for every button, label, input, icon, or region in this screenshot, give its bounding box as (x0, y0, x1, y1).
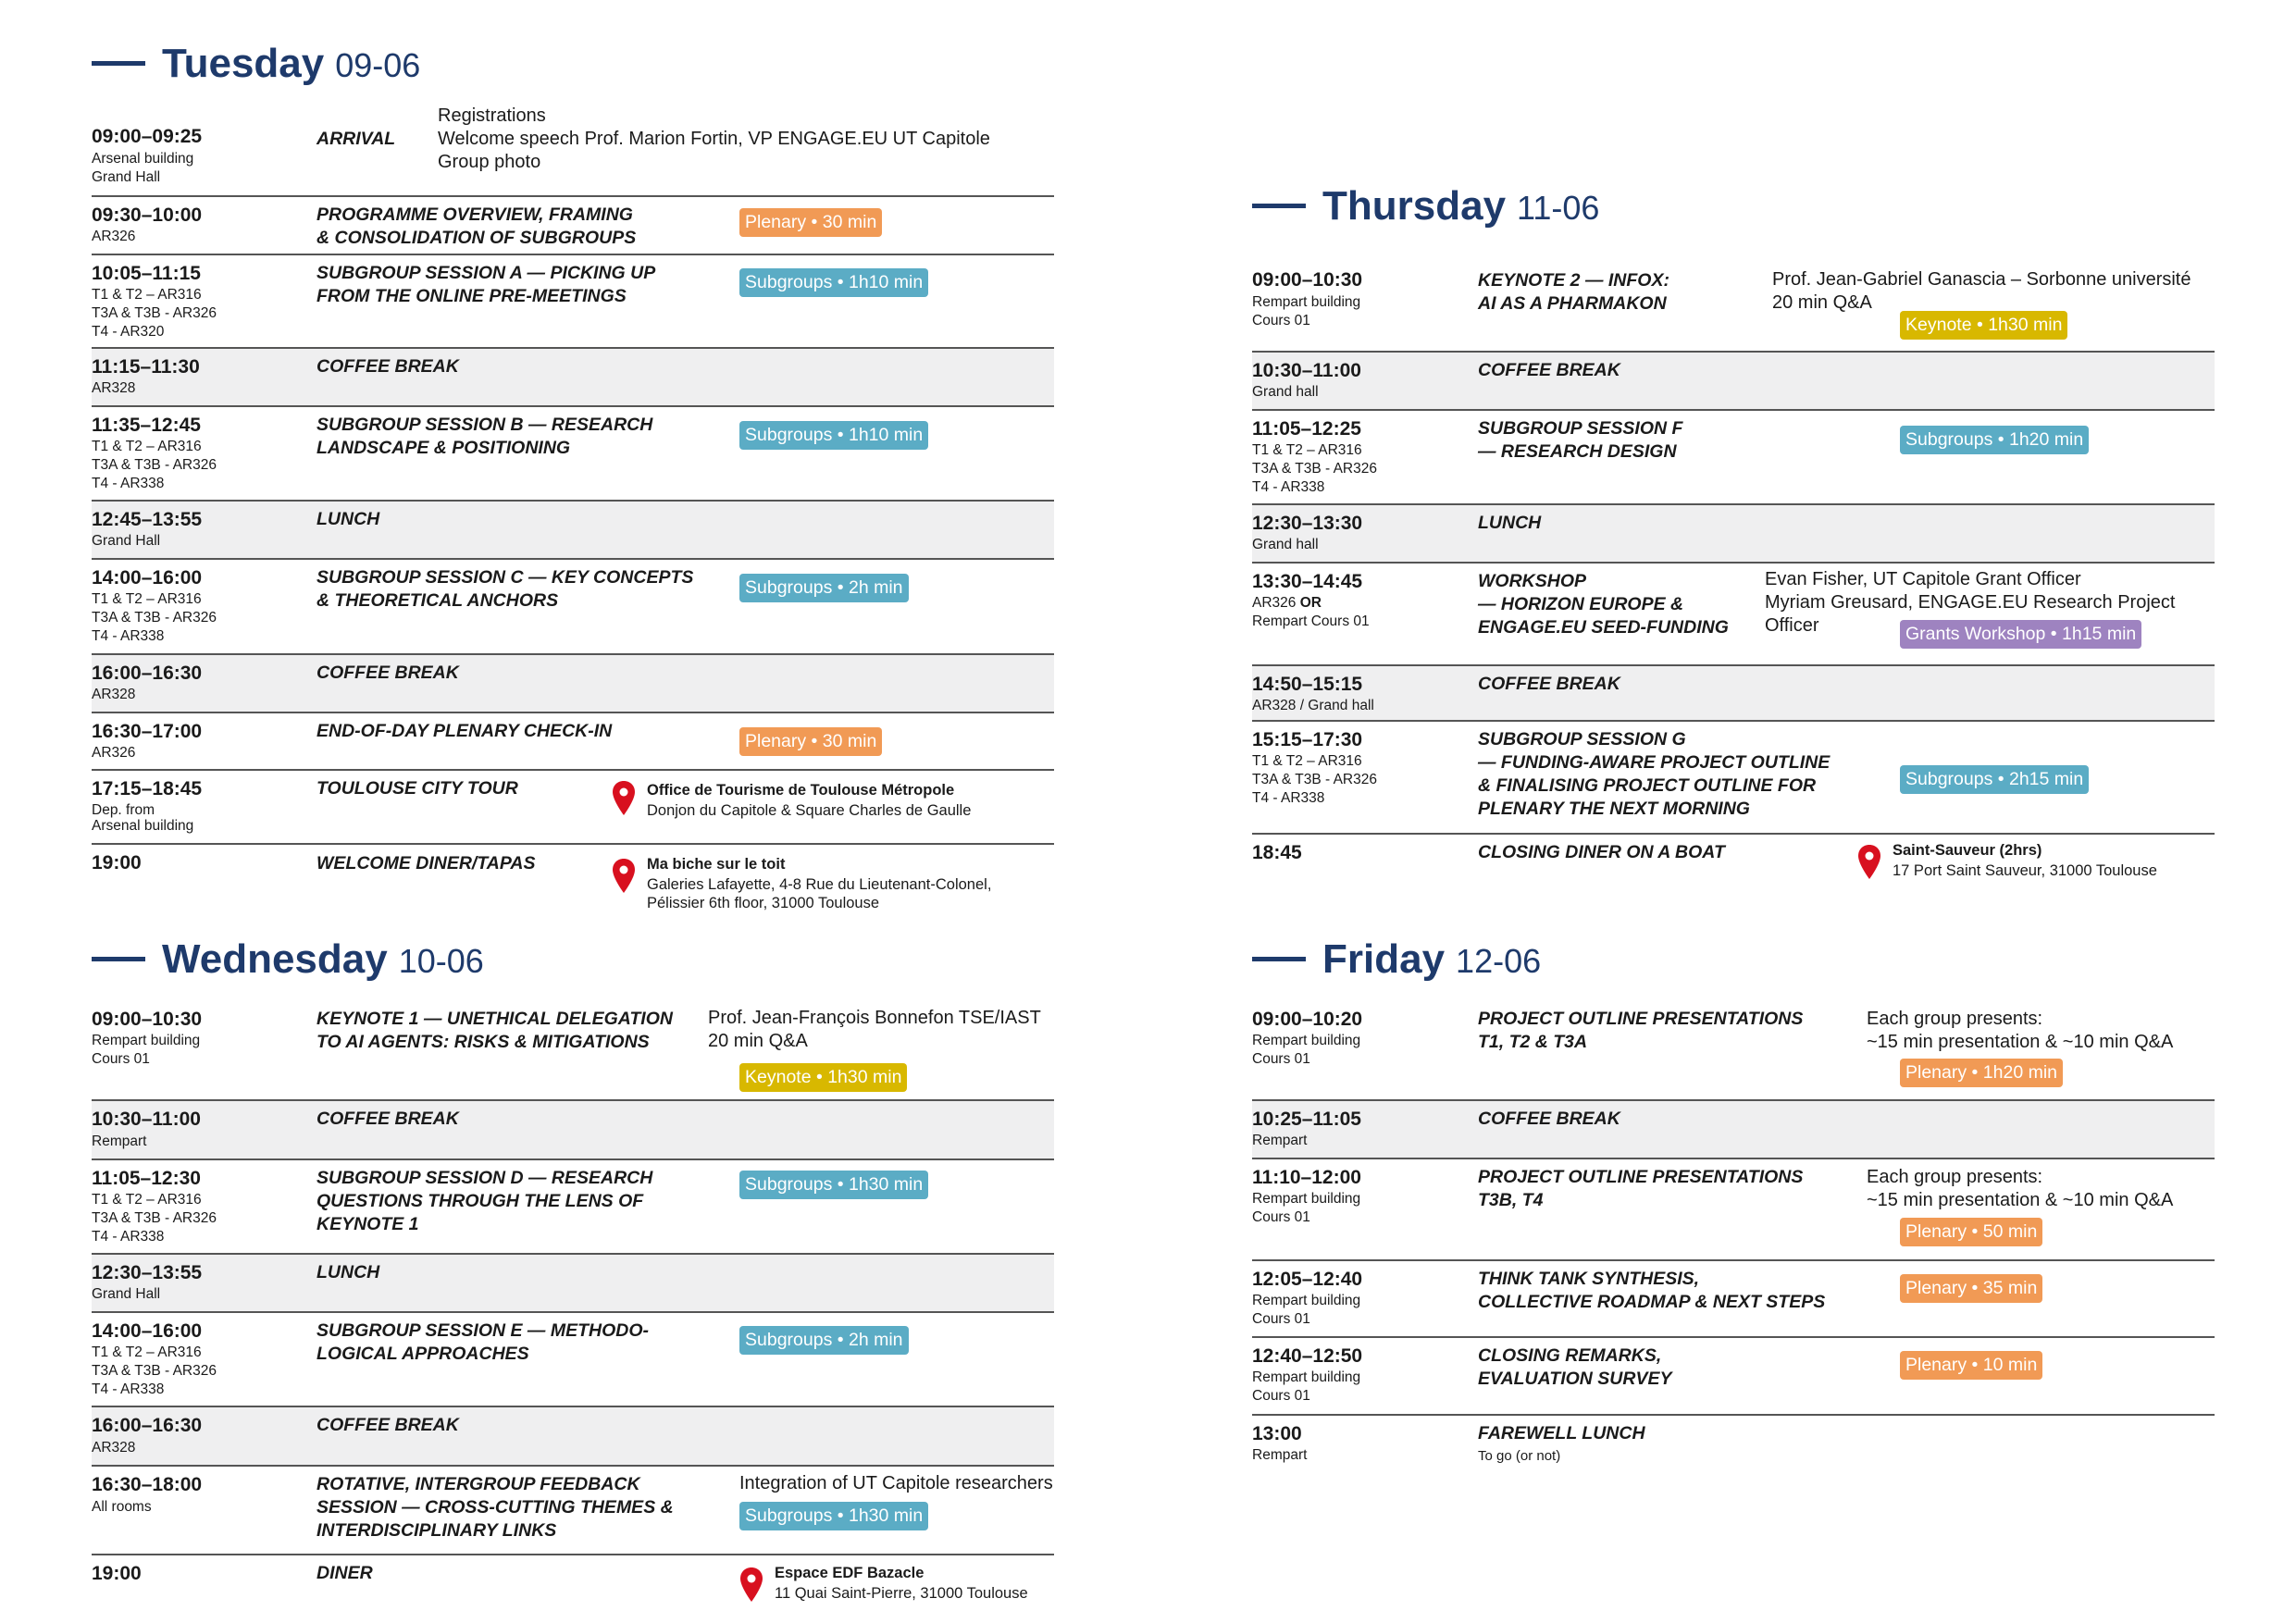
subgroups-badge: Subgroups • 2h15 min (1900, 765, 2089, 794)
time: 17:15–18:45 (92, 778, 203, 799)
time: 12:40–12:50 (1252, 1345, 1363, 1367)
location: AR326 (92, 229, 136, 244)
session-title: COFFEE BREAK (316, 663, 459, 683)
venue-name: Saint-Sauveur (2hrs) (1893, 842, 2042, 859)
time: 12:30–13:30 (1252, 513, 1363, 534)
subgroups-badge: Subgroups • 1h30 min (739, 1502, 928, 1530)
plenary-badge: Plenary • 30 min (739, 208, 882, 237)
time: 12:45–13:55 (92, 509, 203, 530)
location: T1 & T2 – AR316 T3A & T3B - AR326 T4 - AR338 (1252, 753, 1377, 806)
time: 09:00–10:30 (1252, 269, 1363, 291)
time: 13:00 (1252, 1423, 1302, 1444)
session-title: PROJECT OUTLINE PRESENTATIONS T3B, T4 (1478, 1167, 1804, 1210)
plenary-badge: Plenary • 10 min (1900, 1351, 2042, 1380)
table-row (92, 1313, 1054, 1407)
table-row (92, 1467, 1054, 1555)
session-title: SUBGROUP SESSION F — RESEARCH DESIGN (1478, 418, 1683, 462)
time: 19:00 (92, 852, 142, 873)
location: Grand hall (1252, 384, 1319, 400)
session-title: SUBGROUP SESSION B — RESEARCH LANDSCAPE & POSITIONING (316, 415, 653, 458)
location: Rempart building Cours 01 (1252, 1033, 1361, 1067)
session-title: CLOSING REMARKS, EVALUATION SURVEY (1478, 1345, 1672, 1389)
location-alt: Rempart Cours 01 (1252, 613, 1370, 629)
table-row (92, 197, 1054, 255)
table-row (1252, 1101, 2215, 1159)
location-room: AR326 (1252, 595, 1300, 611)
day-date: 12-06 (1456, 942, 1542, 980)
keynote-badge: Keynote • 1h30 min (739, 1063, 907, 1092)
time: 11:35–12:45 (92, 415, 201, 436)
session-info: Prof. Jean-Gabriel Ganascia – Sorbonne université 20 min Q&A (1772, 269, 2191, 313)
session-title: ARRIVAL (316, 129, 396, 149)
location: Rempart (92, 1134, 147, 1149)
location: Rempart (1252, 1447, 1308, 1463)
session-title: KEYNOTE 2 — INFOX: AI AS A PHARMAKON (1478, 270, 1669, 314)
tuesday-section (92, 0, 1054, 925)
table-row (1252, 505, 2215, 564)
location: T1 & T2 – AR316 T3A & T3B - AR326 T4 - AR338 (1252, 442, 1377, 495)
location: T1 & T2 – AR316 T3A & T3B - AR326 T4 - AR338 (92, 439, 217, 491)
table-row (92, 845, 1054, 917)
day-name: Tuesday (162, 41, 325, 86)
time: 12:30–13:55 (92, 1262, 203, 1283)
subgroups-badge: Subgroups • 1h30 min (739, 1171, 928, 1199)
thursday-heading (1252, 183, 1599, 229)
location (1252, 594, 1370, 631)
table-row (1252, 1416, 2215, 1471)
table-row (1252, 722, 2215, 835)
location-or: OR (1299, 595, 1322, 611)
session-title: SUBGROUP SESSION C — KEY CONCEPTS & THEORETICAL ANCHORS (316, 567, 694, 611)
venue-name: Ma biche sur le toit (647, 856, 786, 873)
session-title: SUBGROUP SESSION G — FUNDING-AWARE PROJECT OUTLINE & FINALISING PROJECT OUTLINE FOR PLENARY THE NEXT MORNING (1478, 729, 1831, 819)
venue-name: Office de Tourisme de Toulouse Métropole (647, 782, 955, 799)
table-row (92, 1160, 1054, 1255)
table-row (92, 1555, 1054, 1607)
session-info: Integration of UT Capitole researchers (739, 1473, 1053, 1493)
subgroups-badge: Subgroups • 1h10 min (739, 421, 928, 450)
plenary-badge: Plenary • 30 min (739, 727, 882, 756)
location: Grand hall (1252, 537, 1319, 552)
time: 11:15–11:30 (92, 356, 200, 378)
table-row (92, 1101, 1054, 1160)
session-info: Each group presents: ~15 min presentation & ~10 min Q&A (1867, 1009, 2174, 1052)
time: 11:05–12:30 (92, 1168, 201, 1189)
location: Rempart building Cours 01 (1252, 1191, 1361, 1225)
time: 10:30–11:00 (1252, 360, 1361, 381)
heading-dash (1252, 204, 1306, 208)
table-row (92, 713, 1054, 771)
time: 09:00–10:30 (92, 1009, 203, 1030)
location: Rempart building Cours 01 (1252, 294, 1361, 328)
session-title: COFFEE BREAK (316, 356, 459, 377)
session-title: LUNCH (1478, 513, 1542, 533)
session-title: WELCOME DINER/TAPAS (316, 853, 536, 873)
time: 19:00 (92, 1563, 142, 1584)
time: 14:50–15:15 (1252, 674, 1363, 695)
location: Grand Hall (92, 1286, 161, 1302)
session-title: DINER (316, 1563, 373, 1583)
time: 10:30–11:00 (92, 1109, 201, 1130)
session-title: COFFEE BREAK (1478, 360, 1620, 380)
time: 14:00–16:00 (92, 1320, 203, 1342)
location: Rempart (1252, 1133, 1308, 1148)
time: 16:00–16:30 (92, 1415, 203, 1436)
wednesday-section (92, 925, 1054, 1610)
heading-dash (1252, 957, 1306, 961)
venue-address: 17 Port Saint Sauveur, 31000 Toulouse (1893, 862, 2157, 879)
table-row (1252, 1001, 2215, 1101)
session-title: CLOSING DINER ON A BOAT (1478, 842, 1725, 862)
table-row (92, 1001, 1054, 1101)
table-row (92, 1255, 1054, 1313)
heading-dash (92, 957, 145, 961)
day-name: Thursday (1322, 183, 1507, 229)
keynote-badge: Keynote • 1h30 min (1900, 311, 2067, 340)
day-date: 10-06 (398, 942, 484, 980)
venue-address: Galeries Lafayette, 4-8 Rue du Lieutenant-Colonel, Pélissier 6th floor, 31000 Toulouse (647, 876, 992, 911)
time: 18:45 (1252, 842, 1302, 863)
session-info: Registrations Welcome speech Prof. Marion Fortin, VP ENGAGE.EU UT Capitole Group photo (438, 105, 990, 172)
table-row (92, 102, 1054, 197)
map-pin-icon (611, 858, 637, 895)
table-row (92, 502, 1054, 560)
session-title: SUBGROUP SESSION D — RESEARCH QUESTIONS THROUGH THE LENS OF KEYNOTE 1 (316, 1168, 653, 1234)
subgroups-badge: Subgroups • 2h min (739, 1326, 909, 1355)
session-title: PROGRAMME OVERVIEW, FRAMING & CONSOLIDATION OF SUBGROUPS (316, 204, 637, 248)
location: AR328 (92, 1440, 136, 1456)
time: 12:05–12:40 (1252, 1269, 1363, 1290)
friday-heading (1252, 936, 1541, 983)
venue-address: 11 Quai Saint-Pierre, 31000 Toulouse (775, 1585, 1028, 1602)
location: Dep. from Arsenal building (92, 802, 194, 834)
time: 09:00–09:25 (92, 126, 203, 147)
subgroups-badge: Subgroups • 1h20 min (1900, 426, 2089, 454)
location: T1 & T2 – AR316 T3A & T3B - AR326 T4 - AR320 (92, 287, 217, 340)
day-name: Friday (1322, 936, 1446, 982)
session-title: PROJECT OUTLINE PRESENTATIONS T1, T2 & T3A (1478, 1009, 1804, 1052)
table-row (1252, 1159, 2215, 1261)
session-title: LUNCH (316, 509, 380, 529)
location: AR328 / Grand hall (1252, 698, 1374, 713)
map-pin-icon (738, 1567, 764, 1604)
session-note: To go (or not) (1478, 1448, 1561, 1464)
time: 14:00–16:00 (92, 567, 203, 588)
session-info: Each group presents: ~15 min presentation & ~10 min Q&A (1867, 1167, 2174, 1210)
location: AR328 (92, 687, 136, 702)
day-date: 11-06 (1517, 189, 1600, 227)
heading-dash (92, 61, 145, 66)
table-row (92, 655, 1054, 713)
time: 09:00–10:20 (1252, 1009, 1363, 1030)
time: 16:30–17:00 (92, 721, 203, 742)
session-title: KEYNOTE 1 — UNETHICAL DELEGATION TO AI AGENTS: RISKS & MITIGATIONS (316, 1009, 673, 1052)
subgroups-badge: Subgroups • 1h10 min (739, 268, 928, 297)
location: Arsenal building Grand Hall (92, 151, 194, 185)
session-title: THINK TANK SYNTHESIS, COLLECTIVE ROADMAP & NEXT STEPS (1478, 1269, 1826, 1312)
plenary-badge: Plenary • 35 min (1900, 1274, 2042, 1303)
table-row (1252, 1338, 2215, 1416)
tuesday-heading (92, 41, 420, 87)
session-title: FAREWELL LUNCH (1478, 1423, 1645, 1443)
table-row (92, 349, 1054, 407)
table-row (1252, 1261, 2215, 1338)
location: Rempart building Cours 01 (1252, 1369, 1361, 1404)
location: T1 & T2 – AR316 T3A & T3B - AR326 T4 - AR338 (92, 591, 217, 644)
session-title: LUNCH (316, 1262, 380, 1282)
location: Rempart building Cours 01 (1252, 1293, 1361, 1327)
table-row (1252, 564, 2215, 666)
session-title: WORKSHOP — HORIZON EUROPE & ENGAGE.EU SEED-FUNDING (1478, 571, 1729, 638)
location: Grand Hall (92, 533, 161, 549)
day-date: 09-06 (335, 46, 421, 84)
time: 11:05–12:25 (1252, 418, 1361, 440)
table-row (92, 560, 1054, 655)
time: 15:15–17:30 (1252, 729, 1363, 750)
session-info: Evan Fisher, UT Capitole Grant Officer Myriam Greusard, ENGAGE.EU Research Project Officer (1765, 569, 2176, 636)
time: 10:05–11:15 (92, 263, 201, 284)
time: 13:30–14:45 (1252, 571, 1363, 592)
thursday-section (1252, 0, 2215, 907)
session-title: TOULOUSE CITY TOUR (316, 778, 518, 799)
time: 10:25–11:05 (1252, 1109, 1361, 1130)
session-title: COFFEE BREAK (1478, 674, 1620, 694)
session-title: COFFEE BREAK (316, 1109, 459, 1129)
table-row (92, 255, 1054, 349)
venue-address: Donjon du Capitole & Square Charles de Gaulle (647, 802, 972, 819)
time: 16:00–16:30 (92, 663, 203, 684)
session-title: END-OF-DAY PLENARY CHECK-IN (316, 721, 613, 741)
table-row (92, 771, 1054, 845)
time: 16:30–18:00 (92, 1474, 203, 1495)
table-row (1252, 666, 2215, 722)
location: All rooms (92, 1499, 152, 1515)
plenary-badge: Plenary • 1h20 min (1900, 1059, 2063, 1087)
location: Rempart building Cours 01 (92, 1033, 201, 1067)
session-title: COFFEE BREAK (316, 1415, 459, 1435)
session-title: ROTATIVE, INTERGROUP FEEDBACK SESSION — CROSS-CUTTING THEMES & INTERDISCIPLINARY LINKS (316, 1474, 674, 1541)
friday-section (1252, 925, 2215, 1499)
table-row (1252, 835, 2215, 890)
wednesday-heading (92, 936, 484, 983)
time: 11:10–12:00 (1252, 1167, 1361, 1188)
table-row (92, 407, 1054, 502)
table-row (92, 1407, 1054, 1467)
table-row (1252, 411, 2215, 505)
location: AR328 (92, 380, 136, 396)
session-title: SUBGROUP SESSION A — PICKING UP FROM THE ONLINE PRE-MEETINGS (316, 263, 656, 306)
location: T1 & T2 – AR316 T3A & T3B - AR326 T4 - AR338 (92, 1344, 217, 1397)
grants-badge: Grants Workshop • 1h15 min (1900, 620, 2141, 649)
session-info: Prof. Jean-François Bonnefon TSE/IAST 20 min Q&A (708, 1008, 1041, 1051)
plenary-badge: Plenary • 50 min (1900, 1218, 2042, 1246)
session-title: SUBGROUP SESSION E — METHODO- LOGICAL APPROACHES (316, 1320, 649, 1364)
location: T1 & T2 – AR316 T3A & T3B - AR326 T4 - AR338 (92, 1192, 217, 1245)
day-name: Wednesday (162, 936, 388, 982)
map-pin-icon (611, 780, 637, 817)
subgroups-badge: Subgroups • 2h min (739, 574, 909, 602)
venue-name: Espace EDF Bazacle (775, 1565, 925, 1581)
session-title: COFFEE BREAK (1478, 1109, 1620, 1129)
time: 09:30–10:00 (92, 204, 203, 226)
table-row (1252, 262, 2215, 353)
table-row (1252, 353, 2215, 411)
map-pin-icon (1856, 844, 1882, 881)
location: AR326 (92, 745, 136, 761)
